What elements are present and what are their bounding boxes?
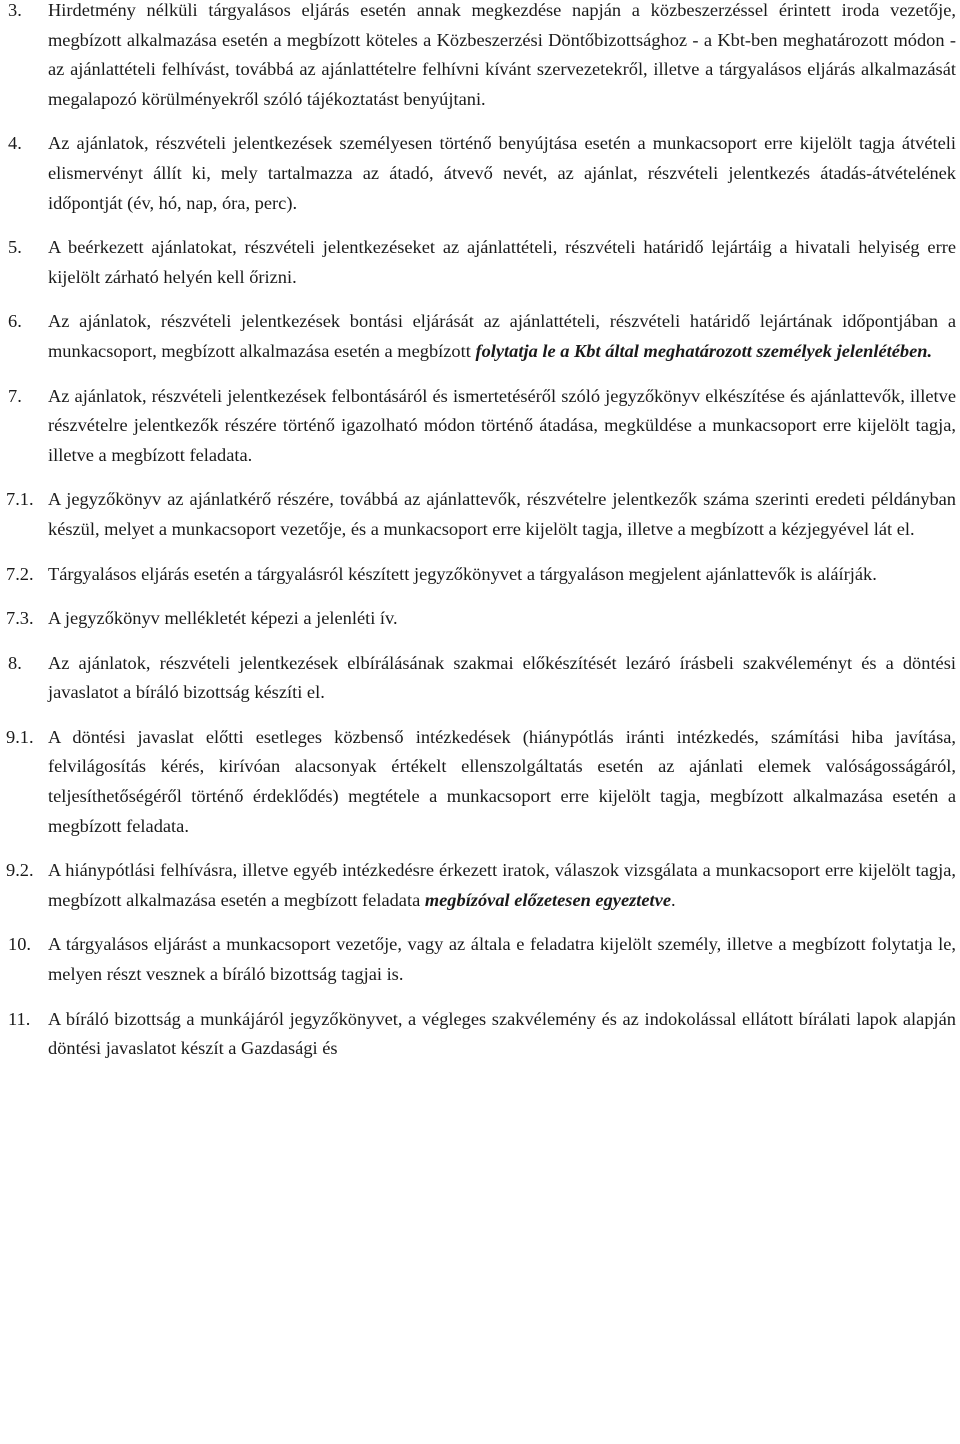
paragraph-text: Az ajánlatok, részvételi jelentkezések elbírálásának szakmai előkészítését lezáró írásbeli szakvéleményt és a döntési javaslatot a bíráló bizottság készíti el. — [48, 652, 956, 703]
paragraph-7-1 — [8, 485, 956, 544]
paragraph-emphasis: megbízóval előzetesen egyeztetve — [424, 889, 671, 910]
paragraph-9-2 — [8, 856, 956, 915]
paragraph-number: 4. — [8, 133, 22, 154]
paragraph-number: 3. — [8, 0, 22, 20]
paragraph-5 — [8, 233, 956, 292]
paragraph-text: Tárgyalásos eljárás esetén a tárgyalásról készített jegyzőkönyvet a tárgyaláson megjelent ajánlattevők is aláírják. — [48, 563, 877, 584]
paragraph-9-1 — [8, 723, 956, 841]
paragraph-10 — [8, 930, 956, 989]
paragraph-number: 7.1. — [6, 489, 34, 510]
paragraph-number: 9.2. — [6, 860, 34, 881]
paragraph-text: A bíráló bizottság a munkájáról jegyzőkönyvet, a végleges szakvélemény és az indokolással ellátott bírálati lapok alapján döntési javaslatot készít a Gazdasági és — [48, 1008, 956, 1059]
paragraph-11 — [8, 1005, 956, 1064]
paragraph-text: A döntési javaslat előtti esetleges közbenső intézkedések (hiánypótlás iránti intézkedés, számítási hiba javítása, felvilágosítás kérés, kirívóan alacsonyak értékelt ellenszolgáltatás esetén az ajánlati elemek valóságosságáról, teljesíthetőségéről történő érdeklődés) megtétele a munkacsoport erre kijelölt tagja, megbízott alkalmazása esetén a megbízott feladata. — [48, 726, 956, 836]
paragraph-text: Az ajánlatok, részvételi jelentkezések felbontásáról és ismertetéséről szóló jegyzőkönyv elkészítése és ajánlattevők, illetve részvételre jelentkezők részére történő igazolható módon történő átadása, megküldése a munkacsoport erre kijelölt tagja, illetve a megbízott feladata. — [48, 385, 956, 465]
paragraph-text: A jegyzőkönyv mellékletét képezi a jelenléti ív. — [48, 608, 398, 629]
paragraph-text: A hiánypótlási felhívásra, illetve egyéb intézkedésre érkezett iratok, válaszok vizsgálata a munkacsoport erre kijelölt tagja, megbízott alkalmazása esetén a megbízott feladata — [48, 860, 956, 910]
paragraph-number: 8. — [8, 652, 22, 673]
paragraph-6 — [8, 307, 956, 366]
paragraph-number: 10. — [8, 934, 31, 955]
paragraph-number: 11. — [8, 1008, 31, 1029]
paragraph-text: Az ajánlatok, részvételi jelentkezések bontási eljárását az ajánlattételi, részvételi határidő lejártának időpontjában a munkacsoport, megbízott alkalmazása esetén a megbízott — [48, 311, 956, 361]
paragraph-number: 7. — [8, 385, 22, 406]
paragraph-7 — [8, 382, 956, 471]
paragraph-8 — [8, 649, 956, 708]
paragraph-number: 7.3. — [6, 608, 34, 629]
paragraph-3 — [8, 0, 956, 114]
paragraph-tail: . — [670, 889, 676, 910]
paragraph-7-3 — [8, 604, 956, 634]
paragraph-number: 9.1. — [6, 726, 34, 747]
paragraph-text: Hirdetmény nélküli tárgyalásos eljárás esetén annak megkezdése napján a közbeszerzéssel érintett iroda vezetője, megbízott alkalmazása esetén a megbízott köteles a Közbeszerzési Döntőbizottsághoz - a Kbt-ben meghatározott módon - az ajánlattételi felhívást, továbbá az ajánlattételre felhívni kívánt szervezetekről, illetve a tárgyalásos eljárás alkalmazását megalapozó körülményekről szóló tájékoztatást benyújtani. — [48, 0, 956, 109]
paragraph-text: A jegyzőkönyv az ajánlatkérő részére, továbbá az ajánlattevők, részvételre jelentkezők száma szerinti eredeti példányban készül, melyet a munkacsoport vezetője, és a munkacsoport erre kijelölt tagja, illetve a megbízott a kézjegyével lát el. — [48, 489, 956, 539]
paragraph-7-2 — [8, 560, 956, 590]
paragraph-text: A beérkezett ajánlatokat, részvételi jelentkezéseket az ajánlattételi, részvételi határidő lejártáig a hivatali helyiség erre kijelölt zárható helyén kell őrizni. — [48, 237, 956, 287]
paragraph-4 — [8, 129, 956, 218]
paragraph-emphasis: folytatja le a Kbt által meghatározott személyek jelenlétében. — [475, 340, 933, 361]
paragraph-number: 7.2. — [6, 563, 34, 584]
paragraph-number: 6. — [8, 311, 22, 332]
paragraph-number: 5. — [8, 237, 22, 258]
paragraph-text: A tárgyalásos eljárást a munkacsoport vezetője, vagy az általa e feladatra kijelölt személy, illetve a megbízott folytatja le, melyen részt vesznek a bíráló bizottság tagjai is. — [48, 934, 956, 985]
document-page — [8, 0, 956, 1064]
paragraph-text: Az ajánlatok, részvételi jelentkezések személyesen történő benyújtása esetén a munkacsoport erre kijelölt tagja átvételi elismervényt állít ki, mely tartalmazza az átadó, átvevő nevét, az ajánlat, részvételi jelentkezés átadás-átvételének időpontját (év, hó, nap, óra, perc). — [48, 133, 956, 213]
